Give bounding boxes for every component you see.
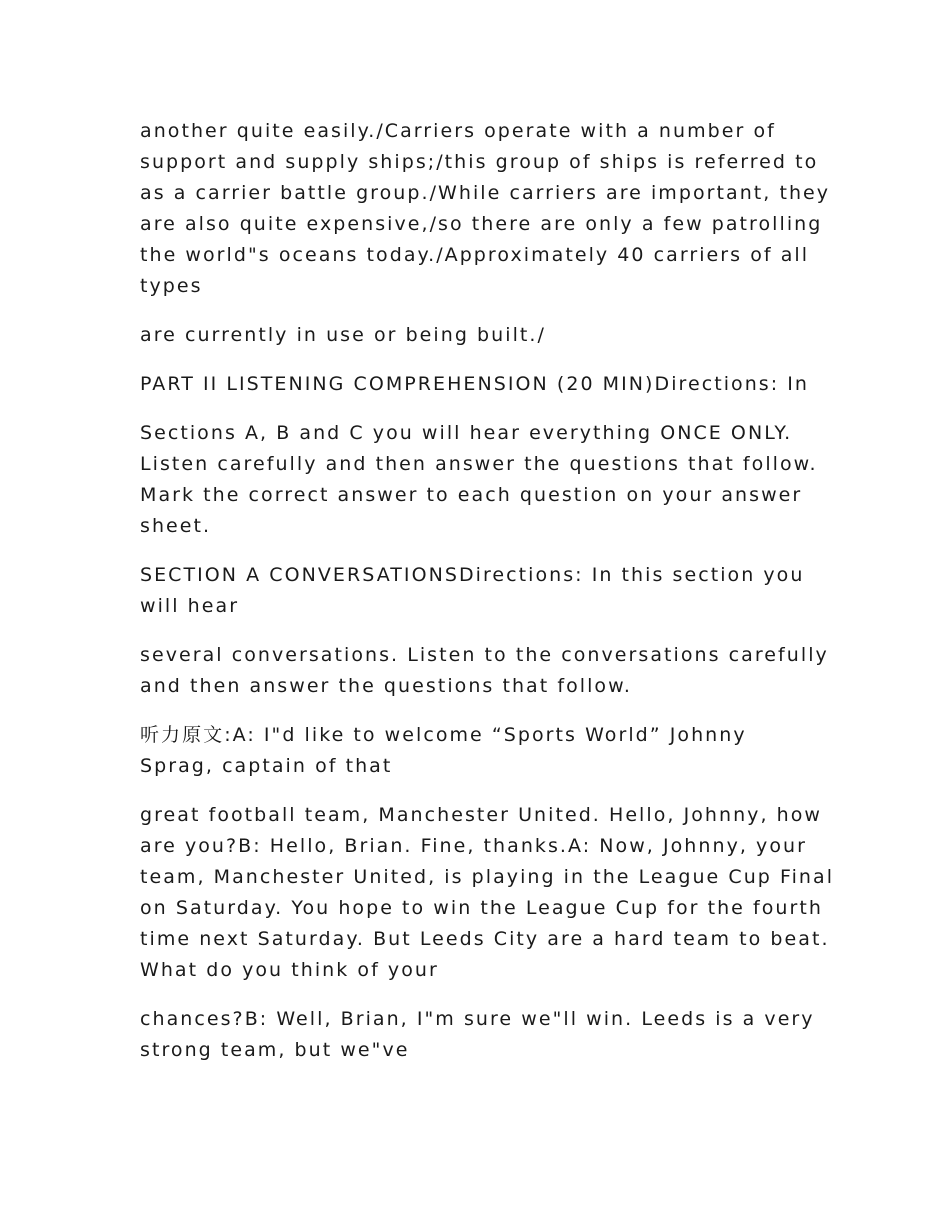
- paragraph-in-use: [140, 320, 820, 351]
- text-line: are currently in use or being built./: [140, 324, 546, 346]
- text-line: sheet.: [140, 515, 212, 537]
- text-line: What do you think of your: [140, 959, 439, 981]
- paragraph-section-heading: [140, 560, 820, 622]
- text-line: are you?B: Hello, Brian. Fine, thanks.A: Now, Johnny, your: [140, 835, 807, 857]
- text-line: will hear: [140, 595, 240, 617]
- text-line: on Saturday. You hope to win the League Cup for the fourth: [140, 897, 823, 919]
- text-line: support and supply ships;/this group of ships is referred to: [140, 151, 819, 173]
- paragraph-transcript-start: [140, 720, 820, 782]
- text-line: team, Manchester United, is playing in the League Cup Final: [140, 866, 835, 888]
- paragraph-transcript-body: [140, 800, 835, 986]
- text-line: Sections A, B and C you will hear everything ONCE ONLY.: [140, 422, 793, 444]
- text-line: Mark the correct answer to each question on your answer: [140, 484, 803, 506]
- text-line: SECTION A CONVERSATIONSDirections: In this section you: [140, 564, 805, 586]
- paragraph-directions: [140, 418, 820, 542]
- text-line: great football team, Manchester United. Hello, Johnny, how: [140, 804, 823, 826]
- paragraph-section-directions: [140, 640, 829, 702]
- text-line: 听力原文:A: I"d like to welcome “Sports World” Johnny: [140, 724, 747, 746]
- text-line: the world"s oceans today./Approximately 40 carriers of all: [140, 244, 810, 266]
- text-line: as a carrier battle group./While carriers are important, they: [140, 182, 831, 204]
- text-line: Sprag, captain of that: [140, 755, 393, 777]
- text-line: chances?B: Well, Brian, I"m sure we"ll win. Leeds is a very: [140, 1008, 815, 1030]
- text-line: another quite easily./Carriers operate with a number of: [140, 120, 776, 142]
- text-line: types: [140, 275, 203, 297]
- document-page: [140, 116, 835, 1084]
- text-line: Listen carefully and then answer the questions that follow.: [140, 453, 818, 475]
- text-line: time next Saturday. But Leeds City are a hard team to beat.: [140, 928, 830, 950]
- paragraph-carriers: [140, 116, 831, 302]
- text-line: strong team, but we"ve: [140, 1039, 410, 1061]
- text-line: are also quite expensive,/so there are only a few patrolling: [140, 213, 823, 235]
- paragraph-transcript-end: [140, 1004, 820, 1066]
- text-line: several conversations. Listen to the conversations carefully: [140, 644, 829, 666]
- paragraph-part-heading: [140, 369, 820, 400]
- text-line: and then answer the questions that follow.: [140, 675, 633, 697]
- text-line: PART II LISTENING COMPREHENSION (20 MIN)Directions: In: [140, 373, 810, 395]
